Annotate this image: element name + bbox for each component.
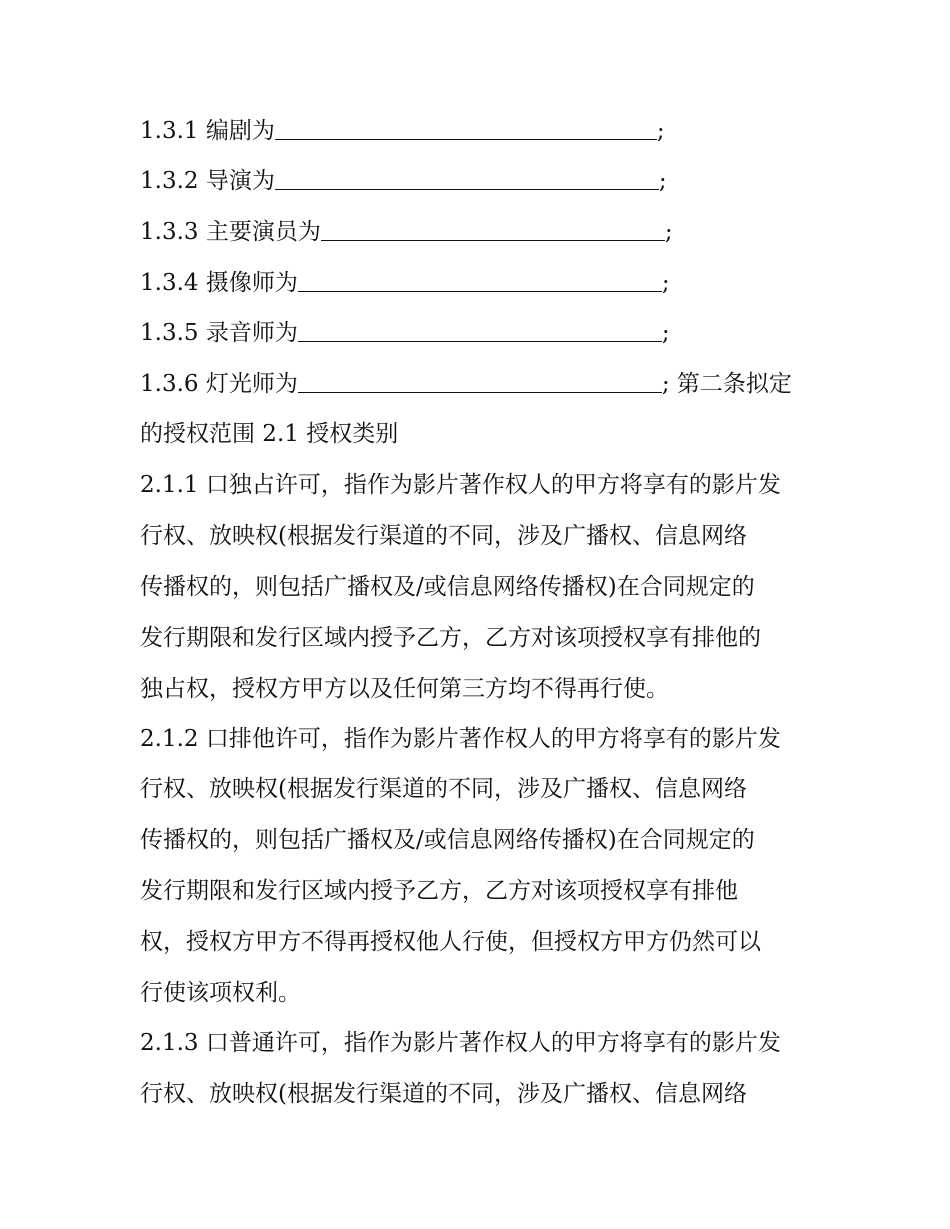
item-suffix: ;	[661, 270, 670, 296]
text-line: 2.1.2 口排他许可，指作为影片著作权人的甲方将享有的影片发	[140, 726, 781, 752]
text-line: 行权、放映权(根据发行渠道的不同，涉及广播权、信息网络	[140, 776, 747, 802]
blank-line	[321, 218, 665, 241]
item-1-3-4	[140, 268, 670, 298]
item-label: 1.3.6 灯光师为	[140, 371, 298, 397]
item-1-3-5	[140, 318, 670, 348]
text-line: 发行期限和发行区域内授予乙方，乙方对该项授权享有排他的	[140, 625, 761, 651]
text-line: 传播权的，则包括广播权及/或信息网络传播权)在合同规定的	[140, 827, 755, 853]
blank-line	[298, 319, 662, 342]
item-1-3-2	[140, 166, 667, 196]
item-1-3-3	[140, 217, 673, 247]
item-suffix: ;	[658, 168, 667, 194]
item-suffix: ;	[664, 219, 673, 245]
text-line: 2.1.3 口普通许可，指作为影片著作权人的甲方将享有的影片发	[140, 1030, 781, 1056]
blank-line	[298, 370, 662, 393]
item-suffix: ;	[656, 118, 665, 144]
item-suffix: ;	[661, 320, 670, 346]
text-line: 行权、放映权(根据发行渠道的不同，涉及广播权、信息网络	[140, 1081, 747, 1107]
item-label: 1.3.5 录音师为	[140, 320, 298, 346]
blank-line	[298, 269, 662, 292]
item-label: 1.3.3 主要演员为	[140, 219, 321, 245]
text-line: 独占权，授权方甲方以及任何第三方均不得再行使。	[140, 676, 669, 702]
text-line: 行使该项权利。	[140, 980, 301, 1006]
text-line: 行权、放映权(根据发行渠道的不同，涉及广播权、信息网络	[140, 523, 747, 549]
text-line: 的授权范围 2.1 授权类别	[140, 421, 399, 447]
blank-line	[275, 167, 659, 190]
item-label: 1.3.4 摄像师为	[140, 270, 298, 296]
item-1-3-1	[140, 116, 665, 146]
blank-line	[275, 117, 657, 140]
text-line: 发行期限和发行区域内授予乙方，乙方对该项授权享有排他	[140, 878, 738, 904]
item-1-3-6	[140, 369, 792, 399]
item-suffix: ; 第二条拟定	[661, 371, 792, 397]
text-line: 2.1.1 口独占许可，指作为影片著作权人的甲方将享有的影片发	[140, 472, 781, 498]
item-label: 1.3.2 导演为	[140, 168, 275, 194]
text-line: 传播权的，则包括广播权及/或信息网络传播权)在合同规定的	[140, 574, 755, 600]
text-line: 权，授权方甲方不得再授权他人行使，但授权方甲方仍然可以	[140, 929, 761, 955]
item-label: 1.3.1 编剧为	[140, 118, 275, 144]
